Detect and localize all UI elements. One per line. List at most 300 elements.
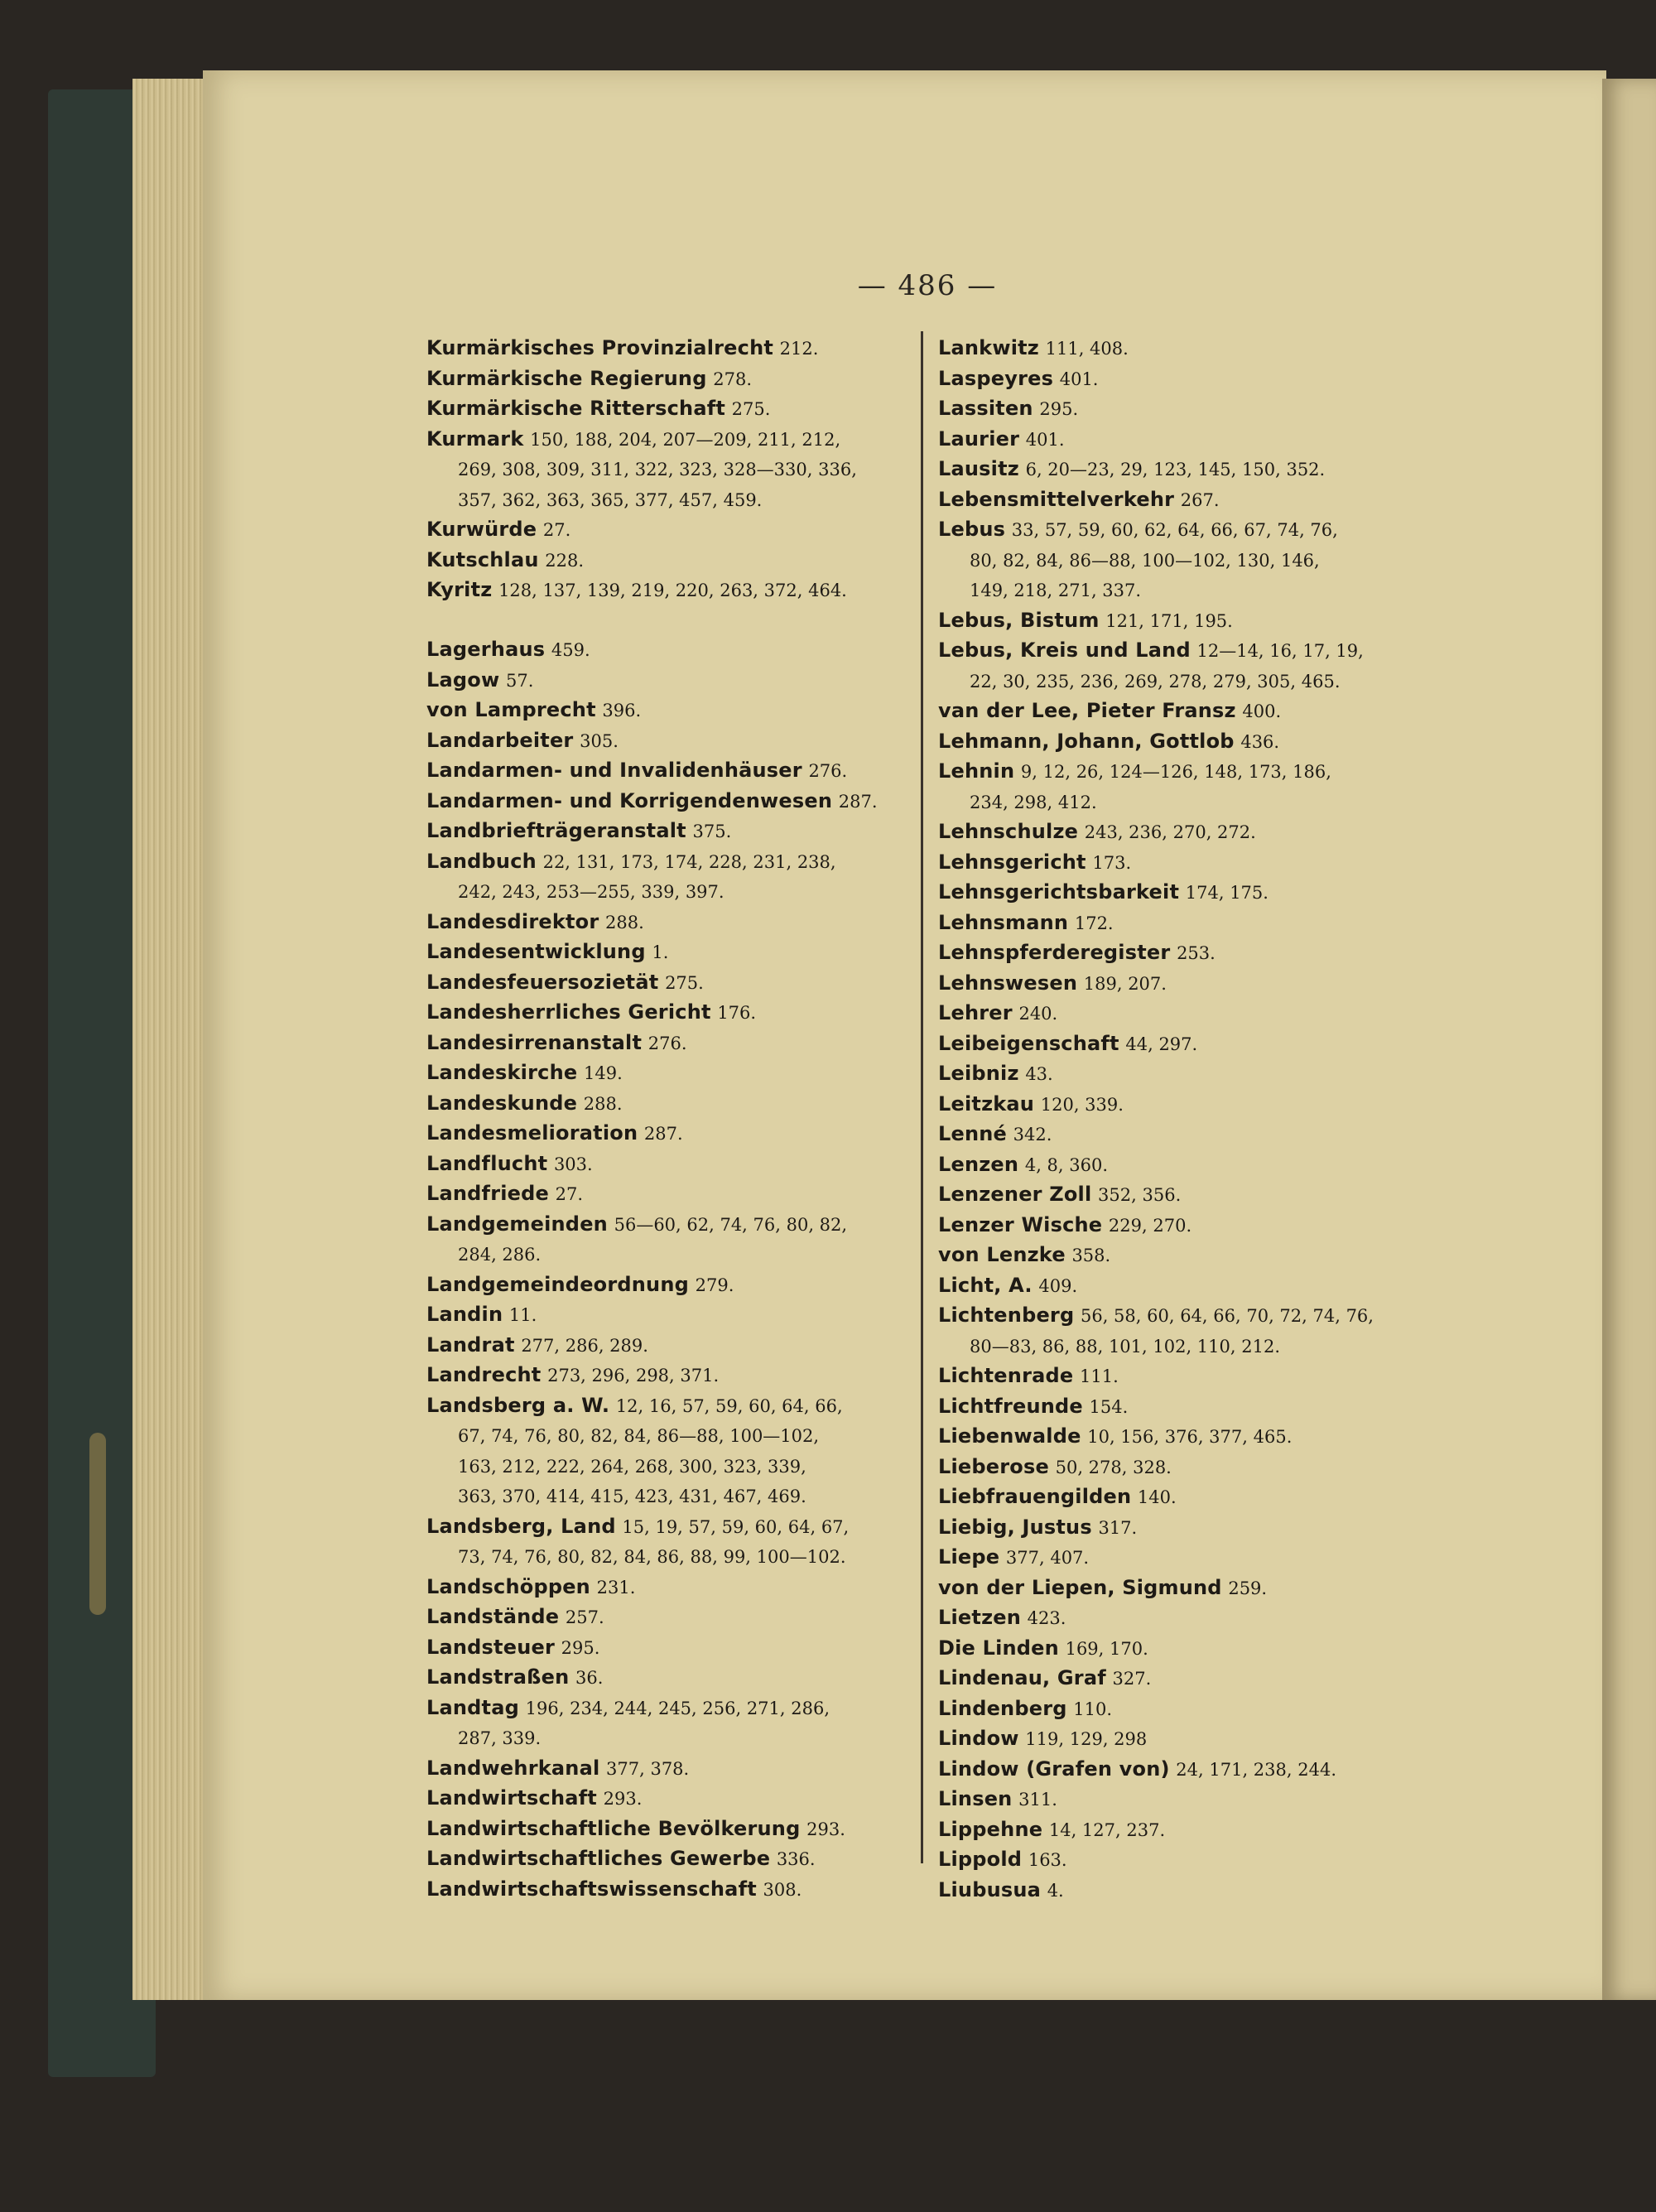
page-references: 303. xyxy=(553,1154,593,1174)
page-references: 327. xyxy=(1112,1669,1152,1689)
page-references: 44, 297. xyxy=(1125,1034,1198,1054)
page-references: 149, 218, 271, 337. xyxy=(970,581,1142,600)
entry-term: Leitzkau xyxy=(938,1092,1035,1116)
entry-term: Landarmen- und Invalidenhäuser xyxy=(426,759,802,782)
entry-term: Lenné xyxy=(938,1122,1008,1145)
entry-term: Lehmann, Johann, Gottlob xyxy=(938,729,1235,753)
index-entry xyxy=(938,1271,1435,1302)
entry-term: Landin xyxy=(426,1303,503,1326)
index-entry xyxy=(426,364,907,395)
index-entry xyxy=(426,968,907,999)
page-references: 111. xyxy=(1080,1366,1119,1386)
index-entry xyxy=(426,666,907,696)
facing-page-edge xyxy=(1602,79,1656,2000)
entry-term: Lassiten xyxy=(938,397,1033,420)
entry-term: Landrat xyxy=(426,1333,515,1357)
page-references: 9, 12, 26, 124—126, 148, 173, 186, xyxy=(1020,762,1331,782)
entry-term: Lippehne xyxy=(938,1817,1043,1841)
index-entry xyxy=(426,1300,907,1331)
index-entry xyxy=(938,1634,1435,1665)
index-entry xyxy=(938,455,1435,485)
page-references: 10, 156, 376, 377, 465. xyxy=(1087,1427,1293,1447)
index-entry xyxy=(938,1361,1435,1392)
entry-term: Landesfeuersozietät xyxy=(426,970,659,994)
page-references: 14, 127, 237. xyxy=(1048,1819,1166,1840)
entry-term: Landarbeiter xyxy=(426,728,574,752)
entry-term: Lankwitz xyxy=(938,336,1039,359)
entry-term: Lebus, Kreis und Land xyxy=(938,639,1191,662)
entry-term: Lebensmittelverkehr xyxy=(938,487,1175,511)
index-entry xyxy=(938,727,1435,758)
index-entry xyxy=(938,425,1435,455)
page-references: 119, 129, 298 xyxy=(1025,1729,1148,1749)
entry-term: Landfriede xyxy=(426,1182,549,1205)
index-entry xyxy=(938,1755,1435,1786)
page-references: 140. xyxy=(1137,1487,1177,1507)
index-entry xyxy=(426,1149,907,1180)
page-references: 73, 74, 76, 80, 82, 84, 86, 88, 99, 100—102. xyxy=(458,1547,846,1567)
page-references: 400. xyxy=(1242,701,1282,721)
page-references: 110. xyxy=(1073,1699,1113,1719)
index-entry xyxy=(938,1090,1435,1120)
index-entry xyxy=(426,1029,907,1059)
page-references: 401. xyxy=(1059,369,1099,389)
index-entry xyxy=(938,1422,1435,1453)
index-entry xyxy=(426,1602,907,1633)
page-references: 11. xyxy=(508,1305,537,1325)
index-entry xyxy=(938,636,1435,667)
page-references: 173. xyxy=(1092,852,1132,873)
index-entry xyxy=(938,364,1435,395)
entry-term: Landwirtschaft xyxy=(426,1786,597,1810)
entry-term: Landeskirche xyxy=(426,1061,578,1084)
index-entry xyxy=(426,334,907,364)
page-references: 240. xyxy=(1018,1004,1058,1024)
page-references: 234, 298, 412. xyxy=(970,792,1097,812)
index-entry xyxy=(426,1573,907,1603)
page-references: 22, 30, 235, 236, 269, 278, 279, 305, 465. xyxy=(970,671,1341,692)
index-entry xyxy=(426,1875,907,1906)
index-entry xyxy=(938,1603,1435,1634)
entry-term: Landwehrkanal xyxy=(426,1756,600,1780)
page-references: 276. xyxy=(647,1033,687,1053)
index-entry xyxy=(426,1179,907,1210)
entry-term: van der Lee, Pieter Fransz xyxy=(938,699,1236,722)
index-entry xyxy=(426,1361,907,1391)
page-references: 149. xyxy=(583,1063,623,1083)
entry-term: Landschöppen xyxy=(426,1574,590,1598)
entry-term: Kurmärkisches Provinzialrecht xyxy=(426,336,774,359)
entry-term: Lehnin xyxy=(938,759,1015,783)
entry-term: Lippold xyxy=(938,1848,1023,1871)
entry-term: Lichtenberg xyxy=(938,1304,1075,1327)
index-entry xyxy=(938,908,1435,939)
entry-term: Lieberose xyxy=(938,1454,1049,1478)
entry-term: Lenzer Wische xyxy=(938,1212,1103,1236)
entry-term: Linsen xyxy=(938,1787,1013,1810)
index-entry xyxy=(426,908,907,938)
entry-term: Lenzener Zoll xyxy=(938,1183,1092,1206)
index-entry xyxy=(938,1876,1435,1906)
page-references: 253. xyxy=(1177,943,1216,963)
entry-term: Lichtenrade xyxy=(938,1364,1074,1387)
page-references: 56—60, 62, 74, 76, 80, 82, xyxy=(614,1214,848,1235)
entry-term: Leibeigenschaft xyxy=(938,1031,1119,1055)
entry-term: Lietzen xyxy=(938,1606,1022,1629)
index-entry xyxy=(426,425,907,455)
entry-term: Landwirtschaftliche Bevölkerung xyxy=(426,1816,801,1840)
entry-term: Landesdirektor xyxy=(426,909,599,933)
index-entry xyxy=(938,1392,1435,1423)
page-number: — 486 — xyxy=(857,269,998,302)
page-references: 56, 58, 60, 64, 66, 70, 72, 74, 76, xyxy=(1080,1306,1374,1326)
index-entry xyxy=(426,1270,907,1301)
index-entry xyxy=(938,1241,1435,1271)
entry-term: von der Liepen, Sigmund xyxy=(938,1575,1222,1599)
entry-term: Lichtfreunde xyxy=(938,1394,1083,1418)
page-references: 27. xyxy=(542,520,571,540)
entry-term: Die Linden xyxy=(938,1636,1059,1660)
index-entry xyxy=(426,1210,907,1241)
section-gap xyxy=(426,606,907,636)
index-entry xyxy=(938,1573,1435,1604)
entry-term: Kurmärkische Regierung xyxy=(426,366,707,390)
entry-term: Lindenau, Graf xyxy=(938,1666,1106,1689)
page-references: 363, 370, 414, 415, 423, 431, 467, 469. xyxy=(458,1487,806,1506)
entry-term: Landflucht xyxy=(426,1151,548,1175)
index-entry xyxy=(938,1453,1435,1483)
index-entry xyxy=(426,1119,907,1149)
page-references: 278. xyxy=(713,369,752,389)
page-references: 120, 339. xyxy=(1040,1094,1124,1115)
page-references: 267. xyxy=(1180,489,1220,510)
entry-term: Lehnspferderegister xyxy=(938,941,1171,964)
page-references: 196, 234, 244, 245, 256, 271, 286, xyxy=(525,1698,830,1718)
page-references: 293. xyxy=(806,1819,845,1839)
entry-term: Landrecht xyxy=(426,1363,542,1386)
index-entry xyxy=(426,847,907,878)
page-references: 228. xyxy=(545,550,585,571)
page-references: 111, 408. xyxy=(1045,339,1129,359)
page-references: 308. xyxy=(763,1879,802,1900)
entry-term: Kurmärkische Ritterschaft xyxy=(426,397,726,420)
page-references: 121, 171, 195. xyxy=(1105,610,1233,631)
index-entry-continuation xyxy=(426,1421,907,1452)
entry-term: Landsberg a. W. xyxy=(426,1393,610,1417)
page-references: 288. xyxy=(605,912,644,933)
entry-term: Liebig, Justus xyxy=(938,1515,1092,1539)
index-entry xyxy=(426,1633,907,1664)
index-entry xyxy=(426,1331,907,1361)
entry-term: Landeskunde xyxy=(426,1091,578,1115)
entry-term: Liepe xyxy=(938,1545,1000,1569)
page-references: 396. xyxy=(602,701,642,720)
index-entry-continuation xyxy=(426,877,907,908)
index-entry xyxy=(938,394,1435,425)
page-references: 169, 170. xyxy=(1065,1638,1148,1659)
page-references: 352, 356. xyxy=(1098,1185,1182,1205)
page-references: 375. xyxy=(692,822,732,841)
entry-term: Liubusua xyxy=(938,1877,1042,1901)
index-entry-continuation xyxy=(938,667,1435,697)
page-references: 174, 175. xyxy=(1185,883,1268,903)
entry-term: Landesherrliches Gericht xyxy=(426,1000,711,1024)
page-references: 6, 20—23, 29, 123, 145, 150, 352. xyxy=(1025,460,1326,480)
page-references: 57. xyxy=(505,670,534,691)
entry-term: Lehnsgericht xyxy=(938,850,1086,874)
entry-term: Kurmark xyxy=(426,426,524,451)
page-references: 15, 19, 57, 59, 60, 64, 67, xyxy=(622,1516,850,1537)
page-references: 293. xyxy=(603,1789,643,1809)
entry-term: Lehnswesen xyxy=(938,971,1078,995)
page-references: 231. xyxy=(596,1577,636,1598)
page-references: 279. xyxy=(695,1275,734,1295)
entry-term: Lehnschulze xyxy=(938,820,1079,843)
page-references: 377, 407. xyxy=(1005,1548,1090,1568)
index-entry xyxy=(426,696,907,726)
entry-term: Landtag xyxy=(426,1695,520,1719)
index-entry xyxy=(426,1694,907,1724)
page-references: 377, 378. xyxy=(606,1758,690,1779)
page-references: 4. xyxy=(1047,1880,1064,1901)
entry-term: Landesentwicklung xyxy=(426,940,646,963)
index-entry xyxy=(426,546,907,576)
index-entry xyxy=(938,878,1435,908)
page-references: 287. xyxy=(838,791,878,812)
page-references: 80, 82, 84, 86—88, 100—102, 130, 146, xyxy=(970,550,1320,571)
entry-term: Lindow xyxy=(938,1727,1019,1750)
index-entry xyxy=(938,485,1435,516)
page-references: 295. xyxy=(561,1637,600,1658)
page-references: 357, 362, 363, 365, 377, 457, 459. xyxy=(458,489,763,510)
index-entry xyxy=(426,1089,907,1120)
index-entry xyxy=(938,1785,1435,1815)
page-references: 1. xyxy=(652,942,669,962)
entry-term: Lehnsmann xyxy=(938,910,1069,934)
index-entry xyxy=(938,1029,1435,1060)
entry-term: Lausitz xyxy=(938,457,1019,480)
index-entry xyxy=(938,606,1435,637)
page-references: 342. xyxy=(1013,1125,1052,1145)
page-references: 212. xyxy=(779,339,819,359)
index-entry xyxy=(426,726,907,757)
index-entry xyxy=(938,696,1435,727)
entry-term: Landesmelioration xyxy=(426,1121,638,1145)
entry-term: von Lenzke xyxy=(938,1243,1066,1266)
index-column-left xyxy=(426,334,907,1905)
index-entry-continuation xyxy=(426,1240,907,1270)
page-references: 229, 270. xyxy=(1108,1215,1192,1236)
page-references: 459. xyxy=(551,640,590,660)
index-entry xyxy=(426,1754,907,1785)
page-references: 436. xyxy=(1240,731,1280,752)
page-references: 24, 171, 238, 244. xyxy=(1176,1759,1336,1780)
index-entry xyxy=(938,1059,1435,1090)
index-entry-continuation xyxy=(938,788,1435,818)
entry-term: Kyritz xyxy=(426,578,493,601)
entry-term: Laspeyres xyxy=(938,366,1054,390)
index-entry xyxy=(426,817,907,847)
page-references: 189, 207. xyxy=(1083,973,1167,994)
page-references: 128, 137, 139, 219, 220, 263, 372, 464. xyxy=(498,581,847,600)
entry-term: Licht, A. xyxy=(938,1273,1033,1297)
entry-term: Lagow xyxy=(426,667,500,692)
entry-term: Lindow (Grafen von) xyxy=(938,1757,1170,1781)
index-entry xyxy=(938,1724,1435,1755)
page-references: 12, 16, 57, 59, 60, 64, 66, xyxy=(615,1395,843,1416)
entry-term: Kurwürde xyxy=(426,518,537,541)
page-references: 163. xyxy=(1028,1850,1067,1870)
page-references: 269, 308, 309, 311, 322, 323, 328—330, 336, xyxy=(458,460,857,480)
column-divider xyxy=(921,331,923,1863)
index-entry xyxy=(938,1482,1435,1513)
entry-term: Landstraßen xyxy=(426,1665,570,1689)
entry-term: Lagerhaus xyxy=(426,638,546,661)
page-references: 284, 286. xyxy=(458,1245,542,1265)
entry-term: Lehrer xyxy=(938,1001,1013,1024)
page-references: 275. xyxy=(731,399,771,419)
index-entry-continuation xyxy=(426,455,907,485)
index-entry xyxy=(938,1211,1435,1241)
index-entry xyxy=(938,757,1435,788)
index-entry xyxy=(426,635,907,666)
index-entry xyxy=(938,515,1435,546)
entry-term: Landbriefträgeranstalt xyxy=(426,819,686,842)
index-entry-continuation xyxy=(426,485,907,516)
index-entry xyxy=(938,817,1435,848)
index-entry-continuation xyxy=(938,576,1435,606)
page-references: 22, 131, 173, 174, 228, 231, 238, xyxy=(542,851,836,872)
page-references: 287. xyxy=(643,1124,683,1144)
page-references: 172. xyxy=(1074,913,1114,933)
index-entry xyxy=(426,787,907,817)
index-entry xyxy=(426,1512,907,1543)
index-entry xyxy=(426,515,907,546)
index-entry-continuation xyxy=(426,1723,907,1754)
entry-term: Liebfrauengilden xyxy=(938,1485,1132,1508)
entry-term: Leibniz xyxy=(938,1062,1019,1085)
page-references: 277, 286, 289. xyxy=(521,1335,648,1356)
index-entry xyxy=(938,1694,1435,1725)
page-stain xyxy=(89,1433,106,1615)
index-entry-continuation xyxy=(426,1482,907,1512)
index-entry xyxy=(938,999,1435,1029)
index-entry xyxy=(426,1814,907,1845)
index-entry xyxy=(938,969,1435,1000)
index-column-right xyxy=(938,334,1435,1906)
entry-term: Landsberg, Land xyxy=(426,1514,616,1538)
index-entry xyxy=(426,756,907,787)
page-references: 287, 339. xyxy=(458,1728,542,1748)
index-entry xyxy=(938,938,1435,969)
index-entry xyxy=(938,1513,1435,1544)
index-entry xyxy=(938,1301,1435,1332)
page-references: 275. xyxy=(665,972,704,993)
index-entry xyxy=(426,1058,907,1089)
index-entry xyxy=(938,848,1435,879)
page-references: 409. xyxy=(1038,1275,1078,1296)
page-references: 27. xyxy=(555,1184,584,1204)
page-references: 150, 188, 204, 207—209, 211, 212, xyxy=(530,429,841,450)
page-references: 43. xyxy=(1025,1064,1053,1084)
page-references: 288. xyxy=(583,1093,623,1114)
page-references: 33, 57, 59, 60, 62, 64, 66, 67, 74, 76, xyxy=(1011,520,1338,540)
page-references: 358. xyxy=(1071,1246,1111,1265)
page-references: 243, 236, 270, 272. xyxy=(1084,822,1256,842)
index-entry xyxy=(426,394,907,425)
page-references: 163, 212, 222, 264, 268, 300, 323, 339, xyxy=(458,1456,806,1477)
index-entry xyxy=(938,1815,1435,1846)
page-references: 176. xyxy=(717,1003,757,1023)
entry-term: Landstände xyxy=(426,1605,560,1628)
index-entry xyxy=(938,1150,1435,1181)
page-references: 4, 8, 360. xyxy=(1024,1154,1109,1175)
page-references: 305. xyxy=(580,730,619,751)
entry-term: Kutschlau xyxy=(426,547,539,571)
index-entry xyxy=(938,1845,1435,1876)
entry-term: Landgemeindeordnung xyxy=(426,1272,690,1296)
page-references: 242, 243, 253—255, 339, 397. xyxy=(458,882,724,902)
entry-term: Landwirtschaftliches Gewerbe xyxy=(426,1847,771,1870)
index-entry xyxy=(426,937,907,968)
entry-term: Landsteuer xyxy=(426,1635,555,1659)
entry-term: Lebus, Bistum xyxy=(938,608,1100,632)
entry-term: Landgemeinden xyxy=(426,1212,608,1236)
entry-term: Liebenwalde xyxy=(938,1424,1081,1448)
index-entry xyxy=(426,1844,907,1875)
index-entry xyxy=(426,998,907,1029)
entry-term: Landesirrenanstalt xyxy=(426,1030,643,1054)
index-entry xyxy=(938,1543,1435,1573)
index-entry xyxy=(938,1664,1435,1694)
index-entry-continuation xyxy=(938,1332,1435,1362)
page-references: 154. xyxy=(1089,1396,1129,1417)
page-references: 36. xyxy=(575,1668,604,1688)
page-references: 50, 278, 328. xyxy=(1055,1457,1172,1477)
page-references: 80—83, 86, 88, 101, 102, 110, 212. xyxy=(970,1336,1280,1357)
index-entry xyxy=(938,1180,1435,1211)
page-references: 257. xyxy=(565,1607,604,1627)
index-entry-continuation xyxy=(426,1542,907,1573)
index-entry xyxy=(426,1391,907,1422)
index-entry-continuation xyxy=(426,1452,907,1482)
entry-term: Laurier xyxy=(938,426,1020,451)
entry-term: Lindenberg xyxy=(938,1696,1067,1720)
page-references: 276. xyxy=(808,761,848,781)
entry-term: Landwirtschaftswissenschaft xyxy=(426,1877,757,1901)
page-references: 423. xyxy=(1027,1608,1066,1628)
page-references: 401. xyxy=(1025,429,1065,450)
index-entry xyxy=(426,576,907,606)
entry-term: Lebus xyxy=(938,518,1006,541)
index-entry xyxy=(938,1120,1435,1150)
page-references: 336. xyxy=(776,1849,816,1869)
index-entry xyxy=(938,334,1435,364)
page-references: 259. xyxy=(1228,1578,1268,1598)
index-entry xyxy=(426,1784,907,1814)
entry-term: Landarmen- und Korrigendenwesen xyxy=(426,788,833,812)
index-entry xyxy=(426,1663,907,1694)
page-references: 311. xyxy=(1018,1790,1057,1810)
page-references: 273, 296, 298, 371. xyxy=(547,1366,720,1386)
page-references: 317. xyxy=(1098,1517,1138,1538)
page-references: 67, 74, 76, 80, 82, 84, 86—88, 100—102, xyxy=(458,1426,820,1446)
page-references: 295. xyxy=(1039,399,1079,419)
entry-term: Landbuch xyxy=(426,849,537,873)
page-references: 12—14, 16, 17, 19, xyxy=(1196,641,1364,661)
index-entry-continuation xyxy=(938,546,1435,576)
entry-term: Lehnsgerichtsbarkeit xyxy=(938,880,1180,904)
